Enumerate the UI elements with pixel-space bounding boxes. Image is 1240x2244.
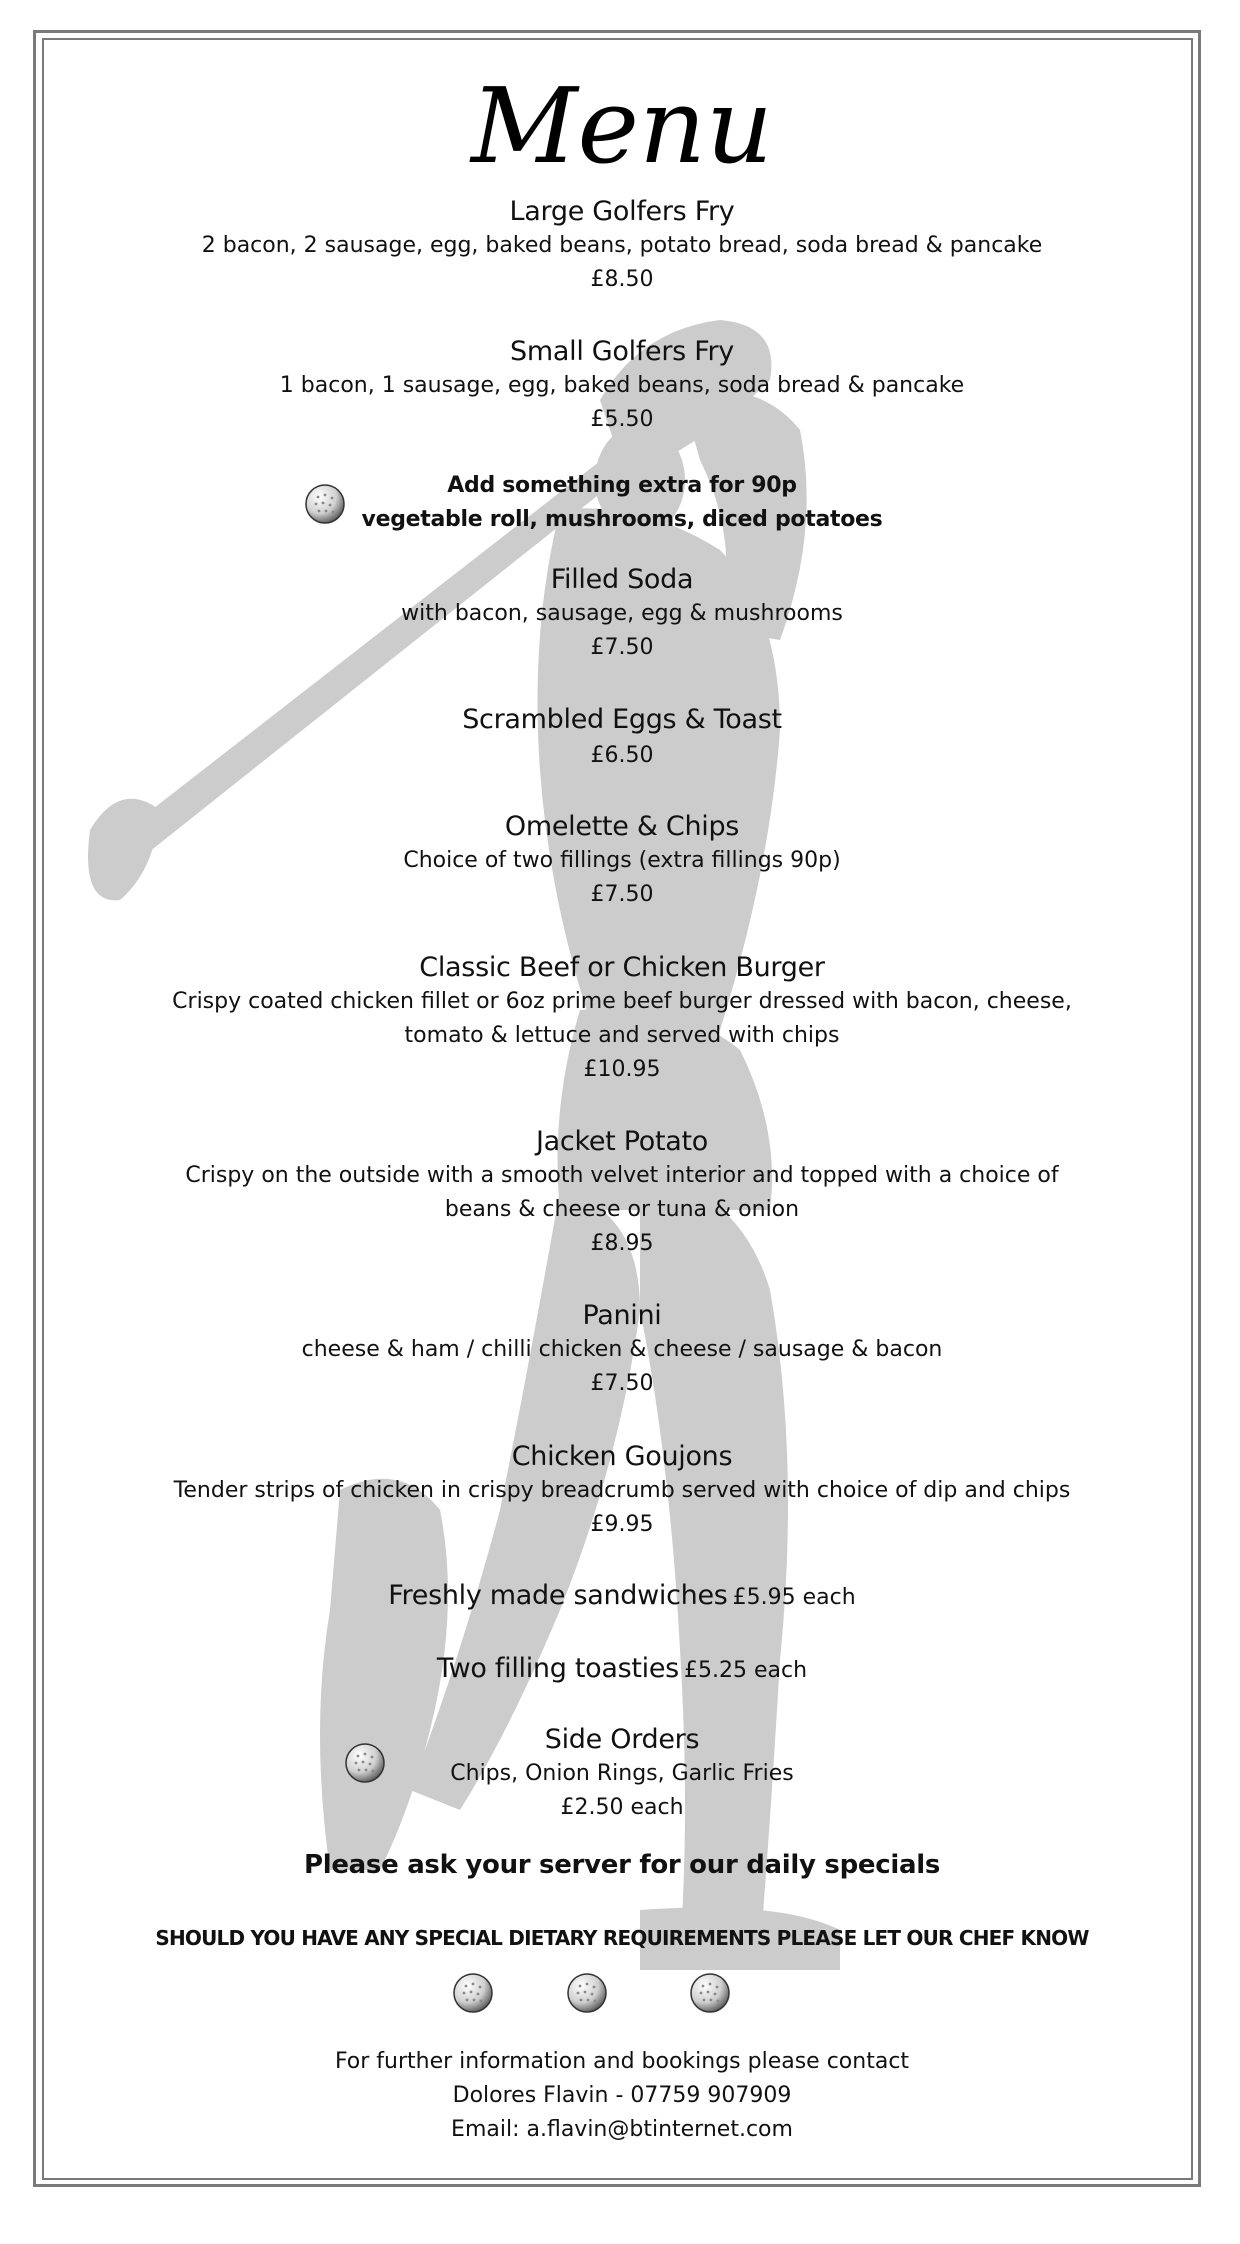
menu-item-name: Scrambled Eggs & Toast — [462, 704, 782, 735]
menu-item-name: Classic Beef or Chicken Burger — [419, 952, 825, 983]
menu-item-name: Jacket Potato — [536, 1126, 708, 1157]
side-orders-name: Side Orders — [544, 1724, 700, 1755]
specials-text: Please ask your server for our daily specials — [303, 1850, 940, 1880]
menu-item-price: £9.95 — [590, 1512, 654, 1537]
toasties-name: Two filling toasties — [436, 1653, 679, 1684]
menu-item — [48, 703, 1196, 773]
menu-item-name: Small Golfers Fry — [510, 336, 734, 367]
golf-ball-icon — [689, 1972, 731, 2014]
contact-phone: Dolores Flavin - 07759 907909 — [452, 2083, 792, 2108]
side-orders-price: £2.50 each — [560, 1795, 684, 1820]
menu-item — [48, 1299, 1196, 1401]
extras-line-2: vegetable roll, mushrooms, diced potatoes — [361, 507, 883, 532]
sandwiches-name: Freshly made sandwiches — [388, 1580, 728, 1611]
golf-ball-icon — [344, 1742, 386, 1784]
toasties-price: £5.25 each — [684, 1658, 808, 1683]
menu-item-price: £10.95 — [583, 1057, 661, 1082]
contact-info — [48, 2045, 1196, 2147]
menu-item-description: 1 bacon, 1 sausage, egg, baked beans, soda bread & pancake — [279, 373, 965, 398]
menu-item-price: £8.95 — [590, 1231, 654, 1256]
contact-email: Email: a.flavin@btinternet.com — [451, 2117, 793, 2142]
golf-ball-icon — [566, 1972, 608, 2014]
menu-item — [48, 563, 1196, 665]
menu-item-price: £7.50 — [590, 882, 654, 907]
menu-item-name: Panini — [582, 1300, 662, 1331]
sandwiches-line — [48, 1580, 1196, 1611]
menu-item — [48, 810, 1196, 912]
golf-ball-icon — [452, 1972, 494, 2014]
menu-item-description: tomato & lettuce and served with chips — [404, 1023, 840, 1048]
menu-item-description: Crispy coated chicken fillet or 6oz prime beef burger dressed with bacon, cheese, — [172, 989, 1072, 1014]
contact-line-1: For further information and bookings please contact — [334, 2049, 910, 2074]
menu-item-description: Tender strips of chicken in crispy breadcrumb served with choice of dip and chips — [173, 1478, 1071, 1503]
menu-item-price: £7.50 — [590, 635, 654, 660]
menu-item-price: £6.50 — [590, 743, 654, 768]
dietary-notice-text: SHOULD YOU HAVE ANY SPECIAL DIETARY REQUIREMENTS PLEASE LET OUR CHEF KNOW — [155, 1926, 1089, 1950]
side-orders — [48, 1723, 1196, 1825]
menu-item — [48, 1125, 1196, 1261]
menu-item-price: £8.50 — [590, 267, 654, 292]
menu-item-description: Choice of two fillings (extra fillings 90p) — [403, 848, 841, 873]
extras-line-1: Add something extra for 90p — [447, 473, 797, 498]
menu-item — [48, 1440, 1196, 1542]
menu-item-name: Filled Soda — [550, 564, 694, 595]
menu-item-description: cheese & ham / chilli chicken & cheese / sausage & bacon — [301, 1337, 943, 1362]
menu-item-name: Chicken Goujons — [511, 1441, 733, 1472]
sandwiches-price: £5.95 each — [732, 1585, 856, 1610]
menu-item-description: with bacon, sausage, egg & mushrooms — [401, 601, 843, 626]
specials-note — [48, 1850, 1196, 1880]
golf-ball-icon — [304, 483, 346, 525]
menu-item-price: £5.50 — [590, 407, 654, 432]
side-orders-description: Chips, Onion Rings, Garlic Fries — [450, 1761, 794, 1786]
menu-item-description: Crispy on the outside with a smooth velvet interior and topped with a choice of — [185, 1163, 1059, 1188]
menu-item — [48, 335, 1196, 437]
menu-item-description: beans & cheese or tuna & onion — [444, 1197, 800, 1222]
toasties-line — [48, 1653, 1196, 1684]
menu-item-name: Large Golfers Fry — [509, 196, 735, 227]
menu-item — [48, 951, 1196, 1087]
menu-item-name: Omelette & Chips — [504, 811, 740, 842]
extras-note — [48, 469, 1196, 537]
dietary-notice — [48, 1926, 1196, 1950]
menu-item-description: 2 bacon, 2 sausage, egg, baked beans, potato bread, soda bread & pancake — [201, 233, 1043, 258]
menu-item-price: £7.50 — [590, 1371, 654, 1396]
menu-item — [48, 195, 1196, 297]
menu-title-text: Menu — [471, 65, 773, 187]
menu-title — [48, 50, 1196, 187]
